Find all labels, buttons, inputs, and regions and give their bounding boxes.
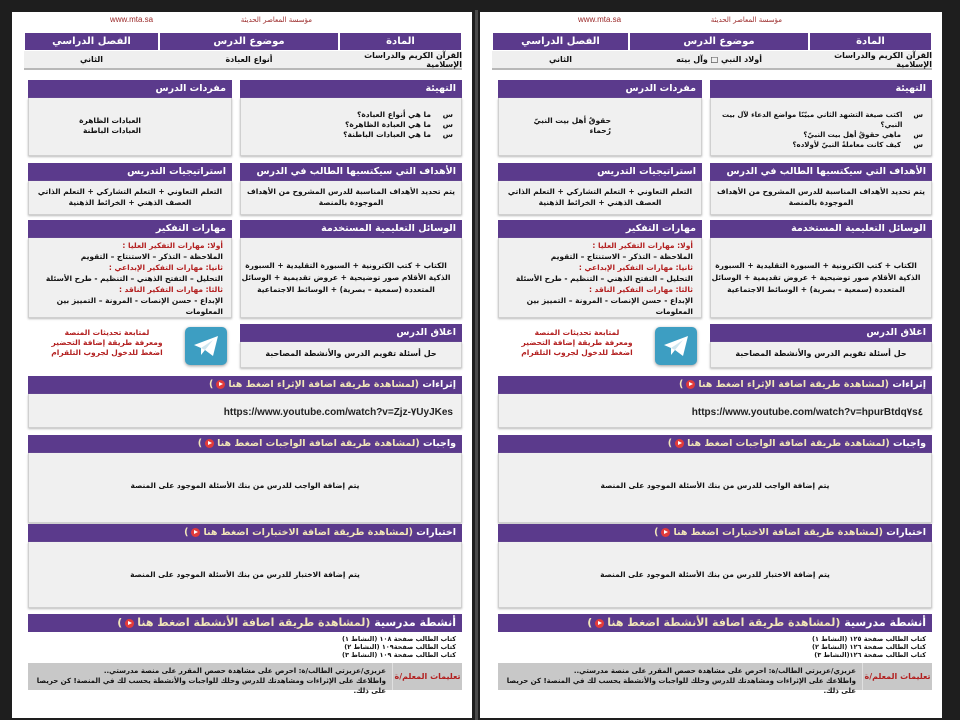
vocab-title: مفردات الدرس xyxy=(28,80,232,98)
enrichment-section xyxy=(28,376,462,428)
tests-hint[interactable]: (لمشاهدة طريقة اضافة الاختبارات اضغط هنا xyxy=(203,527,413,538)
teacher-notes xyxy=(498,663,932,695)
thinking-line-3: الإبداع - حسن الإنصات - المرونة – التمييز بين المعلومات xyxy=(56,296,223,316)
lesson-closing-section xyxy=(710,324,932,368)
thinking-title: مهارات التفكير xyxy=(498,220,702,238)
youtube-icon[interactable] xyxy=(191,528,200,537)
goals-title: الأهداف التي سيكتسبها الطالب في الدرس xyxy=(240,163,462,181)
warmup-question: ما هي أنواع العبادة؟ xyxy=(357,110,431,119)
tests-section xyxy=(498,524,932,608)
enrichment-title: إثراءات xyxy=(422,379,456,390)
paren-close: ) xyxy=(679,379,684,390)
vocab-section xyxy=(28,80,232,156)
youtube-icon[interactable] xyxy=(595,619,604,628)
enrichment-url[interactable]: https://www.youtube.com/watch?v=Zjz-٧UyJKes xyxy=(28,394,462,428)
homework-section xyxy=(28,435,462,523)
tests-hint[interactable]: (لمشاهدة طريقة اضافة الاختبارات اضغط هنا xyxy=(673,527,883,538)
thinking-skills-section xyxy=(28,220,232,318)
telegram-promo-text[interactable] xyxy=(517,328,637,358)
promo-line: ومعرفة طريقة إضافة التحضير xyxy=(51,338,163,347)
tests-title: اختبارات xyxy=(416,527,456,538)
homework-text: يتم إضافة الواجب للدرس من بنك الأسئلة الموجود على المنصة xyxy=(28,453,462,523)
organization-name: مؤسسة المعاصر الحديثة xyxy=(240,16,312,24)
youtube-icon[interactable] xyxy=(686,380,695,389)
youtube-icon[interactable] xyxy=(661,528,670,537)
topic-value: أولاد النبي □ وآل بيته xyxy=(629,51,809,70)
teacher-notes xyxy=(28,663,462,695)
youtube-icon[interactable] xyxy=(205,439,214,448)
header-topic: موضوع الدرس xyxy=(159,32,339,51)
notes-line: واطلاعك على الإثراءات ومشاهدتك للدرس وحلك للواجبات والأنشطة يحسب لك في المنصة! كن حريصا على ذلك. xyxy=(36,677,386,695)
header-subject: المادة xyxy=(339,32,462,51)
paren-close: ) xyxy=(209,379,214,390)
promo-line: لمتابعة تحديثات المنصة xyxy=(64,328,150,337)
warmup-question: ماهي حقوقُ أهل بيت النبيّ؟ xyxy=(803,131,901,139)
paren-close: ) xyxy=(587,616,593,629)
goals-title: الأهداف التي سيكتسبها الطالب في الدرس xyxy=(710,163,932,181)
vocab-title: مفردات الدرس xyxy=(498,80,702,98)
header-topic: موضوع الدرس xyxy=(629,32,809,51)
homework-hint[interactable]: (لمشاهدة طريقة اضافة الواجبات اضغط هنا xyxy=(687,438,890,449)
organization-name: مؤسسة المعاصر الحديثة xyxy=(710,16,782,24)
activity-item: كتاب الطالب صفحة ١٢٦ (النشاط ٢) xyxy=(811,643,926,651)
telegram-icon xyxy=(192,334,220,358)
enrichment-header[interactable] xyxy=(498,376,932,394)
teaching-means-section xyxy=(240,220,462,318)
activities-header[interactable] xyxy=(498,614,932,632)
paren-close: ) xyxy=(667,438,673,449)
warmup-question: اكتب صيغة التشهد الثاني مبيّنًا مواضع الدعاء لآل بيت النبي؟ xyxy=(722,111,903,129)
activities-hint[interactable]: (لمشاهدة طريقة اضافة الأنشطة اضغط هنا xyxy=(607,616,841,629)
thinking-line-2: التحليل – التفتح الذهني – التنظيم - طرح الأسئلة xyxy=(515,274,693,283)
header-subject: المادة xyxy=(809,32,932,51)
page-divider xyxy=(475,10,478,720)
strategies-title: استراتيجيات التدريس xyxy=(28,163,232,181)
homework-section xyxy=(498,435,932,523)
question-mark: س xyxy=(442,110,453,119)
activities-hint[interactable]: (لمشاهدة طريقة اضافة الأنشطة اضغط هنا xyxy=(137,616,371,629)
question-mark: س xyxy=(442,130,453,139)
thinking-line-1: الملاحظة – التذكر – الاستنتاج – التقويم xyxy=(550,252,693,261)
means-text: الكتاب + كتب الكترونية + السبورة التقليدية + السبورة الذكية الأقلام صور توضيحية + عروض تقديمية + الوسائل المتعددة (سمعية – بصرية) + الوسائط الاجتماعية xyxy=(240,238,462,318)
activity-item: كتاب الطالب صفحة١٠٩ (النشاط ٢) xyxy=(344,643,456,651)
paren-close: ) xyxy=(184,527,189,538)
homework-title: واجبات xyxy=(423,438,456,449)
header-term: الفصل الدراسي xyxy=(24,32,159,51)
means-title: الوسائل التعليمية المستخدمة xyxy=(240,220,462,238)
activity-item: كتاب الطالب صفحة ١٠٩ (النشاط ٣) xyxy=(341,651,456,659)
goals-section xyxy=(240,163,462,215)
thinking-heading-2: ثانيا: مهارات التفكير الإبداعي : xyxy=(108,263,223,272)
tests-header[interactable] xyxy=(28,524,462,542)
question-mark: س xyxy=(913,131,923,139)
goals-text: يتم تحديد الأهداف المناسبة للدرس المشروح من الأهداف الموجودة بالمنصة xyxy=(710,181,932,215)
warmup-title: التهيئة xyxy=(710,80,932,98)
enrichment-hint[interactable]: (لمشاهدة طريقة اضافة الإثراء اضغط هنا xyxy=(228,379,420,390)
tests-section xyxy=(28,524,462,608)
youtube-icon[interactable] xyxy=(216,380,225,389)
thinking-heading-3: ثالثا: مهارات التفكير الناقد : xyxy=(588,285,693,294)
paren-close: ) xyxy=(654,527,659,538)
warmup-section xyxy=(710,80,932,156)
school-activities-section xyxy=(28,614,462,695)
teaching-means-section xyxy=(710,220,932,318)
telegram-button[interactable] xyxy=(655,327,697,365)
closing-title: اغلاق الدرس xyxy=(240,324,462,342)
thinking-heading-1: أولا: مهارات التفكير العليا : xyxy=(592,241,693,250)
teacher-notes-label: تعليمات المعلم/ة xyxy=(862,663,932,690)
homework-hint[interactable]: (لمشاهدة طريقة اضافة الواجبات اضغط هنا xyxy=(217,438,420,449)
strategies-title: استراتيجيات التدريس xyxy=(498,163,702,181)
thinking-line-3: الإبداع - حسن الإنصات - المرونة – التمييز بين المعلومات xyxy=(526,296,693,316)
strategies-section xyxy=(498,163,702,215)
homework-header[interactable] xyxy=(28,435,462,453)
vocab-item: حقوقُ أهل بيت النبيّ xyxy=(533,116,611,125)
telegram-icon xyxy=(662,334,690,358)
tests-header[interactable] xyxy=(498,524,932,542)
homework-header[interactable] xyxy=(498,435,932,453)
question-mark: س xyxy=(913,141,923,149)
warmup-title: التهيئة xyxy=(240,80,462,98)
strategies-section xyxy=(28,163,232,215)
activities-header[interactable] xyxy=(28,614,462,632)
goals-section xyxy=(710,163,932,215)
teacher-notes-label: تعليمات المعلم/ة xyxy=(392,663,462,690)
school-activities-section xyxy=(498,614,932,695)
lesson-closing-section xyxy=(240,324,462,368)
thinking-skills-section xyxy=(498,220,702,318)
vocab-item: العبادات الباطنة xyxy=(82,126,141,135)
vocab-section xyxy=(498,80,702,156)
thinking-heading-2: ثانيا: مهارات التفكير الإبداعي : xyxy=(578,263,693,272)
term-value: الثاني xyxy=(492,51,629,70)
warmup-question: ما هي العبادات الباطنة؟ xyxy=(343,130,431,139)
website-link[interactable]: www.mta.sa xyxy=(578,15,622,24)
notes-line: واطلاعك على الإثراءات ومشاهدتك للدرس وحلك للواجبات والأنشطة يحسب لك في المنصة! كن حريصا على ذلك. xyxy=(506,677,856,695)
activities-title: أنشطة مدرسية xyxy=(844,616,926,629)
thinking-heading-1: أولا: مهارات التفكير العليا : xyxy=(122,241,223,250)
warmup-question: كيف كانت معاملةُ النبيّ لأولاده؟ xyxy=(792,141,901,149)
warmup-section xyxy=(240,80,462,156)
closing-text: حل أسئلة تقويم الدرس والأنشطة المصاحبة xyxy=(240,342,462,368)
term-value: الثاني xyxy=(24,51,159,70)
promo-line: لمتابعة تحديثات المنصة xyxy=(534,328,620,337)
goals-text: يتم تحديد الأهداف المناسبة للدرس المشروح من الأهداف الموجودة بالمنصة xyxy=(240,181,462,215)
closing-text: حل أسئلة تقويم الدرس والأنشطة المصاحبة xyxy=(710,342,932,368)
paren-close: ) xyxy=(197,438,203,449)
lesson-info-table xyxy=(492,32,932,70)
enrichment-header[interactable] xyxy=(28,376,462,394)
vocab-item: العبادات الظاهرة xyxy=(79,116,141,125)
vocab-item: رُحماء xyxy=(589,126,611,135)
question-mark: س xyxy=(913,111,923,119)
activities-title: أنشطة مدرسية xyxy=(374,616,456,629)
means-text: الكتاب + كتب الكترونية + السبورة التقليدية + السبورة الذكية الأقلام صور توضيحية + عروض تقديمية + الوسائل المتعددة (سمعية – بصرية) + الوسائط الاجتماعية xyxy=(710,238,932,318)
telegram-promo-text[interactable] xyxy=(47,328,167,358)
subject-value: القرآن الكريم والدراسات الإسلامية xyxy=(809,51,932,70)
promo-line: اضغط للدخول لجروب التلقرام xyxy=(521,348,633,357)
lesson-info-table xyxy=(24,32,462,70)
paren-close: ) xyxy=(117,616,123,629)
homework-title: واجبات xyxy=(893,438,926,449)
strategies-text: التعلم التعاوني + التعلم التشاركي + التعلم الذاتي العصف الذهني + الخرائط الذهنية xyxy=(28,181,232,215)
youtube-icon[interactable] xyxy=(125,619,134,628)
youtube-icon[interactable] xyxy=(675,439,684,448)
strategies-text: التعلم التعاوني + التعلم التشاركي + التعلم الذاتي العصف الذهني + الخرائط الذهنية xyxy=(498,181,702,215)
means-title: الوسائل التعليمية المستخدمة xyxy=(710,220,932,238)
thinking-line-1: الملاحظة – التذكر – الاستنتاج – التقويم xyxy=(80,252,223,261)
promo-line: ومعرفة طريقة إضافة التحضير xyxy=(521,338,633,347)
tests-title: اختبارات xyxy=(886,527,926,538)
enrichment-hint[interactable]: (لمشاهدة طريقة اضافة الإثراء اضغط هنا xyxy=(698,379,890,390)
tests-text: يتم إضافة الاختبار للدرس من بنك الأسئلة الموجود على المنصة xyxy=(28,542,462,608)
thinking-line-2: التحليل – التفتح الذهني – التنظيم - طرح الأسئلة xyxy=(45,274,223,283)
lesson-page-2 xyxy=(480,12,942,718)
thinking-title: مهارات التفكير xyxy=(28,220,232,238)
topic-value: أنواع العبادة xyxy=(159,51,339,70)
enrichment-title: إثراءات xyxy=(892,379,926,390)
subject-value: القرآن الكريم والدراسات الإسلامية xyxy=(339,51,462,70)
website-link[interactable]: www.mta.sa xyxy=(110,15,154,24)
notes-line: عزيزي/عزيزتي الطالب/ة: احرص على مشاهدة حصص المقرر على منصة مدرستي.. xyxy=(103,667,386,675)
activity-item: كتاب الطالب صفحة ١٠٨ (النشاط ١) xyxy=(341,635,456,643)
warmup-question: ما هي العبادة الظاهرة؟ xyxy=(344,120,431,129)
question-mark: س xyxy=(442,120,453,129)
activity-item: كتاب الطالب صفحة ١٢٦(النشاط ٣) xyxy=(814,651,926,659)
thinking-heading-3: ثالثا: مهارات التفكير الناقد : xyxy=(118,285,223,294)
activity-item: كتاب الطالب صفحة ١٢٥ (النشاط ١) xyxy=(811,635,926,643)
lesson-page-1 xyxy=(12,12,472,718)
enrichment-url[interactable]: https://www.youtube.com/watch?v=hpurBtdq٧s٤ xyxy=(498,394,932,428)
promo-line: اضغط للدخول لجروب التلقرام xyxy=(51,348,163,357)
enrichment-section xyxy=(498,376,932,428)
notes-line: عزيزي/عزيزتي الطالب/ة: احرص على مشاهدة حصص المقرر على منصة مدرستي.. xyxy=(573,667,856,675)
telegram-button[interactable] xyxy=(185,327,227,365)
header-term: الفصل الدراسي xyxy=(492,32,629,51)
homework-text: يتم إضافة الواجب للدرس من بنك الأسئلة الموجود على المنصة xyxy=(498,453,932,523)
tests-text: يتم إضافة الاختبار للدرس من بنك الأسئلة الموجود على المنصة xyxy=(498,542,932,608)
closing-title: اغلاق الدرس xyxy=(710,324,932,342)
